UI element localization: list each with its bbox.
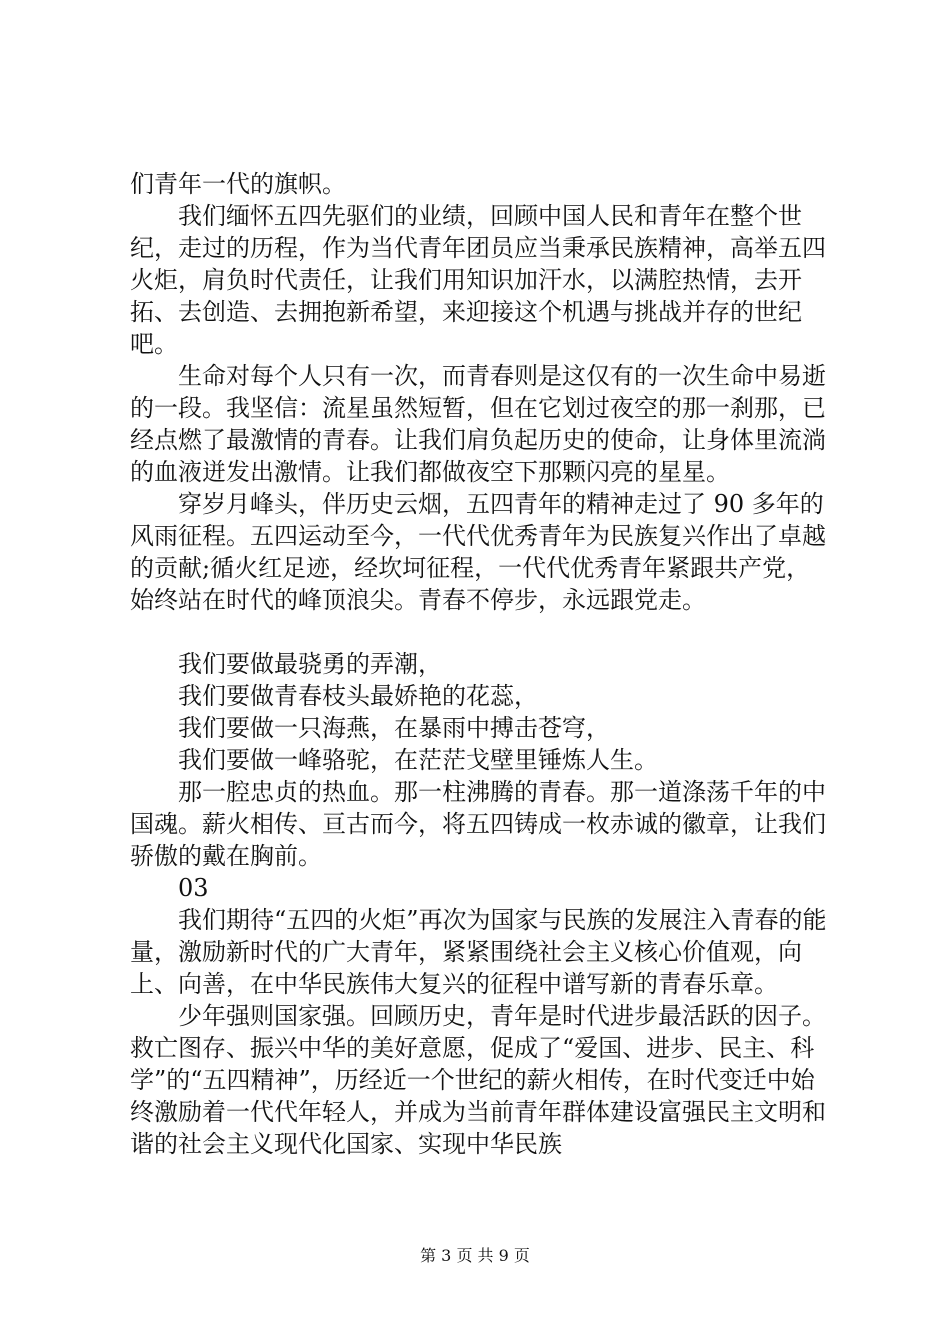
- page-footer: 第 3 页 共 9 页: [420, 1246, 530, 1265]
- verse-line-1: 我们要做最骁勇的弄潮，: [178, 650, 442, 678]
- blank-line: [130, 616, 830, 648]
- paragraph-strong-youth: 少年强则国家强。回顾历史，青年是时代进步最活跃的因子。救亡图存、振兴中华的美好意愿，促成了“爱国、进步、民主、科学”的“五四精神”，历经近一个世纪的薪火相传，在时代变迁中始终激励着一代代年轻人，并成为当前青年群体建设富强民主文明和谐的社会主义现代化国家、实现中华民族: [130, 1002, 826, 1158]
- document-body: [130, 168, 830, 1160]
- verse-line-2: 我们要做青春枝头最娇艳的花蕊，: [178, 682, 538, 710]
- paragraph-torch: 我们期待“五四的火炬”再次为国家与民族的发展注入青春的能量，激励新时代的广大青年，紧紧围绕社会主义核心价值观，向上、向善，在中华民族伟大复兴的征程中谱写新的青春乐章。: [130, 906, 827, 998]
- paragraph-continuation: 们青年一代的旗帜。: [130, 170, 346, 198]
- section-number: 03: [178, 874, 209, 902]
- paragraph-badge: 那一腔忠贞的热血。那一柱沸腾的青春。那一道涤荡千年的中国魂。薪火相传、亘古而今，将五四铸成一枚赤诚的徽章，让我们骄傲的戴在胸前。: [130, 778, 826, 870]
- paragraph-may-fourth-spirit: 穿岁月峰头，伴历史云烟，五四青年的精神走过了 90 多年的风雨征程。五四运动至今，一代代优秀青年为民族复兴作出了卓越的贡献;循火红足迹，经坎坷征程，一代代优秀青年紧跟共产党，始终站在时代的峰顶浪尖。青春不停步，永远跟党走。: [130, 490, 826, 614]
- paragraph-commemorate: 我们缅怀五四先驱们的业绩，回顾中国人民和青年在整个世纪，走过的历程，作为当代青年团员应当秉承民族精神，高举五四火炬，肩负时代责任，让我们用知识加汗水，以满腔热情，去开拓、去创造、去拥抱新希望，来迎接这个机遇与挑战并存的世纪吧。: [130, 202, 826, 358]
- verse-line-3: 我们要做一只海燕，在暴雨中搏击苍穹，: [178, 714, 610, 742]
- paragraph-life-youth: 生命对每个人只有一次，而青春则是这仅有的一次生命中易逝的一段。我坚信：流星虽然短暂，但在它划过夜空的那一刹那，已经点燃了最激情的青春。让我们肩负起历史的使命，让身体里流淌的血液迸发出激情。让我们都做夜空下那颗闪亮的星星。: [130, 362, 826, 486]
- verse-line-4: 我们要做一峰骆驼，在茫茫戈壁里锤炼人生。: [178, 746, 658, 774]
